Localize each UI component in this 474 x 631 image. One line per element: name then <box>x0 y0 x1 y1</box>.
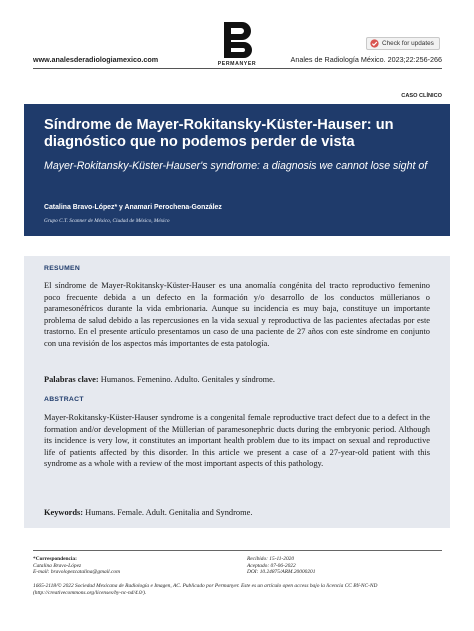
resumen-heading: RESUMEN <box>44 265 81 272</box>
dates-block <box>247 556 315 576</box>
permanyer-logo-icon <box>220 20 254 60</box>
abstract-text: Mayer-Rokitansky-Küster-Hauser syndrome is a congenital female reproductive tract defect due to a defect in the formation and/or development of the Müllerian of paramesonephric ducts during the embryonic period. Although its incidence is very low, it constitutes an important health problem due to its impact on sexual and reproductive life of patients affected by this disorder. In this article we present a case of a 27-year-old patient with this syndrome as a whole with a review of the most important aspects of this pathology. <box>44 413 430 468</box>
resumen-keywords-label: Palabras clave: <box>44 375 99 384</box>
resumen-keywords-value: Humanos. Femenino. Adulto. Genitales y síndrome. <box>100 375 275 384</box>
author-affiliation: Grupo C.T. Scanner de México, Ciudad de México, México <box>44 218 170 224</box>
abstract-keywords <box>44 508 430 517</box>
check-updates-icon <box>370 39 379 48</box>
header-divider <box>33 68 442 69</box>
abstract-keywords-label: Keywords: <box>44 508 84 517</box>
resumen-keywords <box>44 375 430 384</box>
site-url[interactable]: www.analesderadiologiamexico.com <box>33 55 159 64</box>
abstract-keywords-value: Humans. Female. Adult. Genitalia and Syndrome. <box>85 508 253 517</box>
resumen-text: El síndrome de Mayer-Rokitansky-Küster-Hauser es una anomalía congénita del tracto reproductivo femenino poco frecuente debida a un defecto en la formación y/o desarrollo de los conductos müllerianos o paramesonéfricos durante la vida embrionaria. Aunque su incidencia es muy baja, constituye un importante problema de salud debido a las repercusiones en la vida sexual y reproductiva de las pacientes afectadas por este trastorno. En el presente artículo presentamos un caso de una paciente de 27 años con este síndrome en conjunto con una revisión de los aspectos más importantes de esta patología. <box>44 281 430 348</box>
abstract-heading: ABSTRACT <box>44 396 84 403</box>
article-title: Síndrome de Mayer-Rokitansky-Küster-Hauser: un diagnóstico que no podemos perder de vista <box>44 117 394 150</box>
license-text: 1665-2118/© 2022 Sociedad Mexicana de Radiología e Imagen, AC. Publicado por Permanyer. Este es un artículo open access bajo la licencia CC BY-NC-ND (http://creativecommons.org/licenses/by-nc-nd/4.0/). <box>33 583 378 596</box>
section-tag: CASO CLÍNICO <box>401 93 442 99</box>
publisher-name: PERMANYER <box>217 61 257 67</box>
correspondence-name: Catalina Bravo-López <box>33 562 82 569</box>
correspondence-label: *Correspondencia: <box>33 556 77 562</box>
footer-divider <box>33 550 442 551</box>
correspondence-email[interactable]: E-mail: bravolopezcatalina@gmail.com <box>33 569 121 576</box>
check-for-updates-button[interactable] <box>366 37 440 50</box>
doi[interactable]: DOI: 10.24875/ARM.20000201 <box>247 569 316 576</box>
received-date: Recibido: 15-11-2020 <box>247 556 295 562</box>
check-updates-label: Check for updates <box>382 40 434 47</box>
journal-reference: Anales de Radiología México. 2023;22:256-266 <box>290 55 442 64</box>
correspondence-block <box>33 556 120 576</box>
article-subtitle: Mayer-Rokitansky-Küster-Hauser's syndrome: a diagnosis we cannot lose sight of <box>44 160 428 172</box>
article-authors: Catalina Bravo-López* y Anamari Perochena-González <box>44 204 222 211</box>
accepted-date: Aceptado: 07-06-2022 <box>247 562 296 569</box>
